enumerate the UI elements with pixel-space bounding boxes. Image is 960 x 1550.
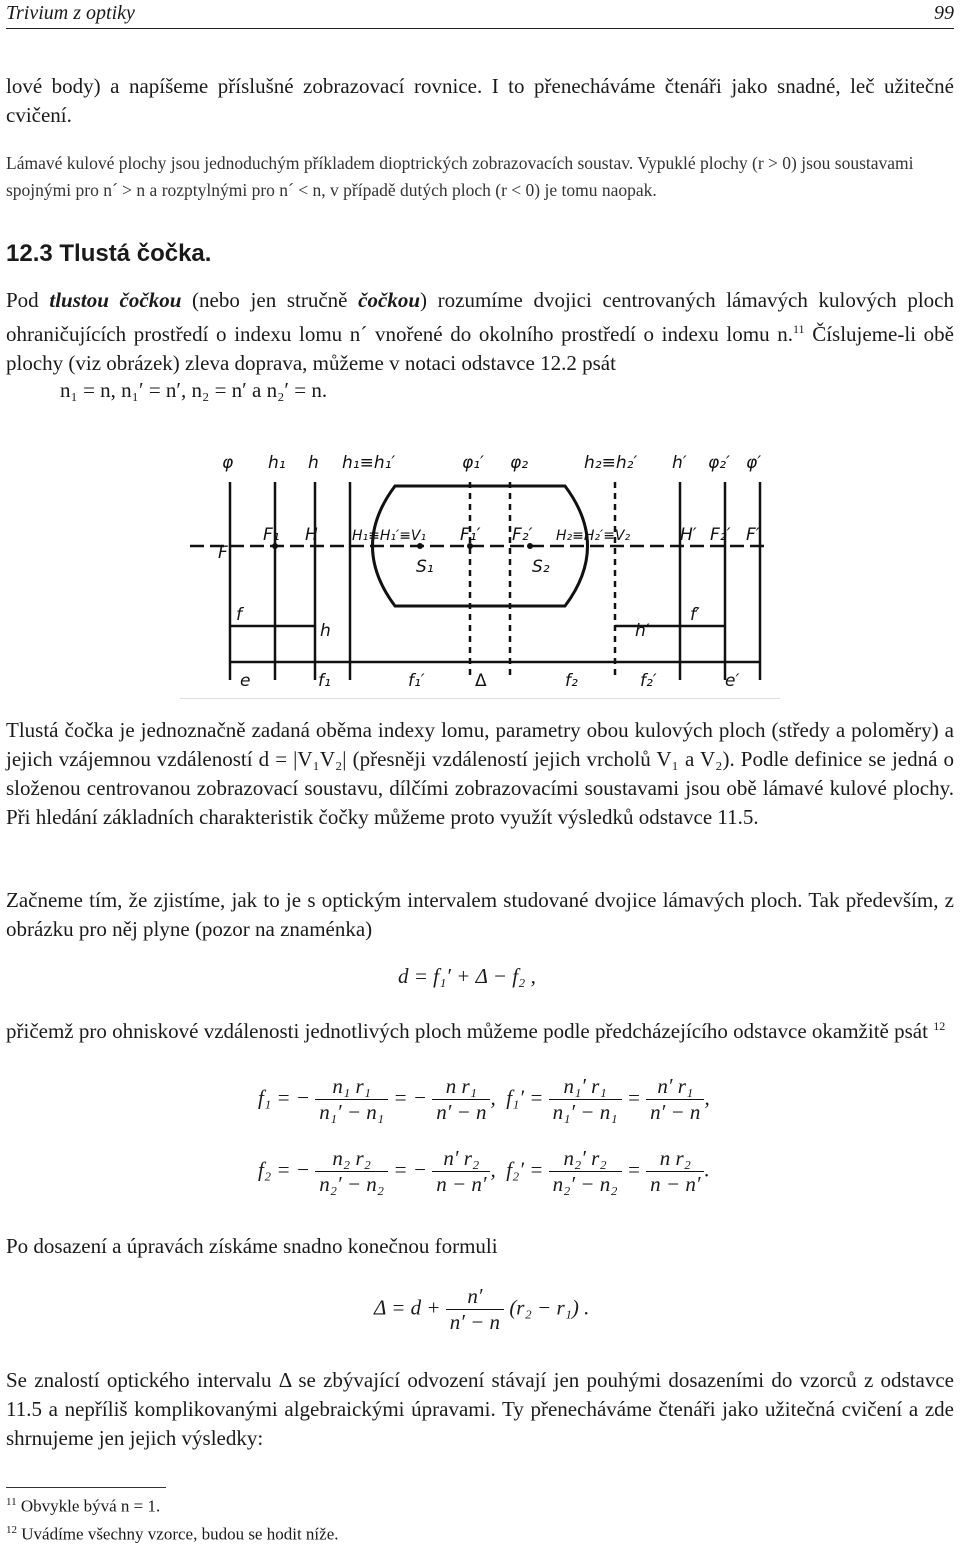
axis-Fp: F′ [746, 525, 760, 545]
paragraph-zaver: Se znalostí optického intervalu Δ se zbývající odvození stávají jen pouhými dosazeními do vzorců z odstavce 11.5 a nepříliš komplikovanými algebraickými úpravami. Ty přenecháváme čtenáři jako užitečná cvičení a zde shrnujeme jen jejich výsledky: [6, 1368, 954, 1450]
paragraph-ohniskove: přičemž pro ohniskové vzdálenosti jednotlivých ploch můžeme podle předcházejícího odstavce okamžitě psát $^{12}$ [6, 1019, 946, 1043]
paragraph-intro: lové body) a napíšeme příslušné zobrazovací rovnice. I to přenecháváme čtenáři jako snadné, leč užitečné cvičení. [6, 74, 954, 127]
label-h2-h2p: h₂≡h₂′ [584, 453, 638, 473]
label-h1: h₁ [268, 453, 286, 473]
label-hp: h′ [672, 453, 687, 473]
label-phi2: φ₂ [510, 453, 529, 473]
term-cocka: čočkou [358, 288, 420, 312]
label-phi: φ [222, 453, 234, 473]
equation-d: d = f₁′ + Δ − f₂ , [398, 964, 536, 988]
mid-h: h [320, 621, 331, 641]
paragraph-opticky-interval: Začneme tím, že zjistíme, jak to je s optickým intervalem studované dvojice lámavých ploch. Tak především, z obrázku pro něj plyne (pozor na znaménka) [6, 888, 954, 941]
center-S2: S₂ [532, 557, 550, 577]
mid-fp: f′ [690, 605, 700, 625]
running-title: Trivium z optiky [6, 2, 135, 24]
bottom-f2p: f₂′ [640, 671, 657, 691]
center-S1: S₁ [416, 557, 434, 577]
axis-Hp: H′ [680, 525, 697, 545]
equation-delta: Δ = d + $\frac{n'}{n' - n}$ (r₂ − r₁) . [374, 1284, 590, 1334]
bottom-ep: e′ [725, 671, 740, 691]
axis-F2p-a: F₂′ [512, 525, 533, 545]
figure-divider [180, 698, 780, 699]
mid-hp: h′ [635, 621, 650, 641]
equation-f1: f₁ = − $\frac{\text{n₁ r₁}}{\text{n₁′ − n₁}}$ = − $\frac{\text{n r₁}}{n' - n}$ , f₁′ = $\frac{\text{n₁′ r₁}}{\text{n₁′ − n₁}}$ = $\frac{\text{n′ r₁}}{n' - n}$ , [258, 1074, 710, 1124]
label-phi2p: φ₂′ [708, 453, 730, 473]
axis-H1-V1: H₁≡H₁′≡V₁ [352, 528, 427, 544]
term-tlusta-cocka: tlustou čočkou [49, 288, 182, 312]
axis-F2p-b: F₂′ [710, 525, 731, 545]
bottom-e: e [240, 671, 251, 691]
axis-F1: F₁ [263, 525, 280, 545]
bottom-f1: f₁ [318, 671, 331, 691]
paragraph-parametry: Tlustá čočka je jednoznačně zadaná oběma indexy lomu, parametry obou kulových ploch (středy a poloměry) a jejich vzájemnou vzdáleností d = |V₁V₂| (přesněji vzdáleností jejich vrcholů V₁ a V₂). Podle definice se jedná o složenou centrovanou zobrazovací soustavu, dílčími zobrazovacími soustavami jsou obě lámavé kulové plochy. Při hledání základních charakteristik čočky můžeme proto využít výsledků odstavce 11.5. [6, 718, 954, 829]
thick-lens-figure [180, 440, 780, 700]
footnote-ref-12: 12 [933, 1019, 946, 1033]
axis-H2-V2: H₂≡H₂′≡V₂ [556, 528, 631, 544]
page-number: 99 [934, 2, 954, 24]
footnote-rule [6, 1487, 166, 1488]
axis-F1p: F₁′ [460, 525, 481, 545]
label-phi1p: φ₁′ [462, 453, 484, 473]
footnote-12: $^{12}$ Uvádíme všechny vzorce, budou se hodit níže. [6, 1524, 339, 1544]
paragraph-konecna-formule: Po dosazení a úpravách získáme snadno konečnou formuli [6, 1234, 498, 1258]
axis-H: H [305, 525, 318, 545]
bottom-f1p: f₁′ [408, 671, 425, 691]
label-h1-h1p: h₁≡h₁′ [342, 453, 396, 473]
bottom-delta: Δ [475, 671, 487, 691]
section-heading: 12.3 Tlustá čočka. [6, 240, 212, 267]
mid-f: f [236, 605, 242, 625]
paragraph-lamave-plochy: Lámavé kulové plochy jsou jednoduchým příkladem dioptrických zobrazovacích soustav. Vypuklé plochy (r > 0) jsou soustavami spojnými pro n´ > n a rozptylnými pro n´ < n, v případě dutých ploch (r < 0) je tomu naopak. [6, 153, 914, 200]
index-equations: n₁ = n, n₁′ = n′, n₂ = n′ a n₂′ = n. [60, 378, 328, 402]
axis-F: F [218, 543, 228, 563]
footnote-ref-11: 11 [793, 322, 805, 336]
equation-f2: f₂ = − $\frac{\text{n₂ r₂}}{\text{n₂′ − n₂}}$ = − $\frac{\text{n′ r₂}}{n - n'}$ , f₂′ = $\frac{\text{n₂′ r₂}}{\text{n₂′ − n₂}}$ = $\frac{\text{n r₂}}{n - n'}$ . [258, 1146, 710, 1196]
label-phip: φ′ [746, 453, 762, 473]
paragraph-definice: Pod tlustou čočkou (nebo jen stručně čočkou) rozumíme dvojici centrovaných lámavých kulových ploch ohraničujících prostředí o indexu lomu n´ vnořené do okolního prostředí o indexu lomu n.$^{11}$ Číslujeme-li obě plochy (viz obrázek) zleva doprava, můžeme v notaci odstavce 12.2 psát [6, 288, 955, 375]
label-h: h [308, 453, 319, 473]
bottom-f2: f₂ [565, 671, 578, 691]
page-header [6, 0, 954, 29]
footnote-11: $^{11}$ Obvykle bývá n = 1. [6, 1496, 161, 1516]
